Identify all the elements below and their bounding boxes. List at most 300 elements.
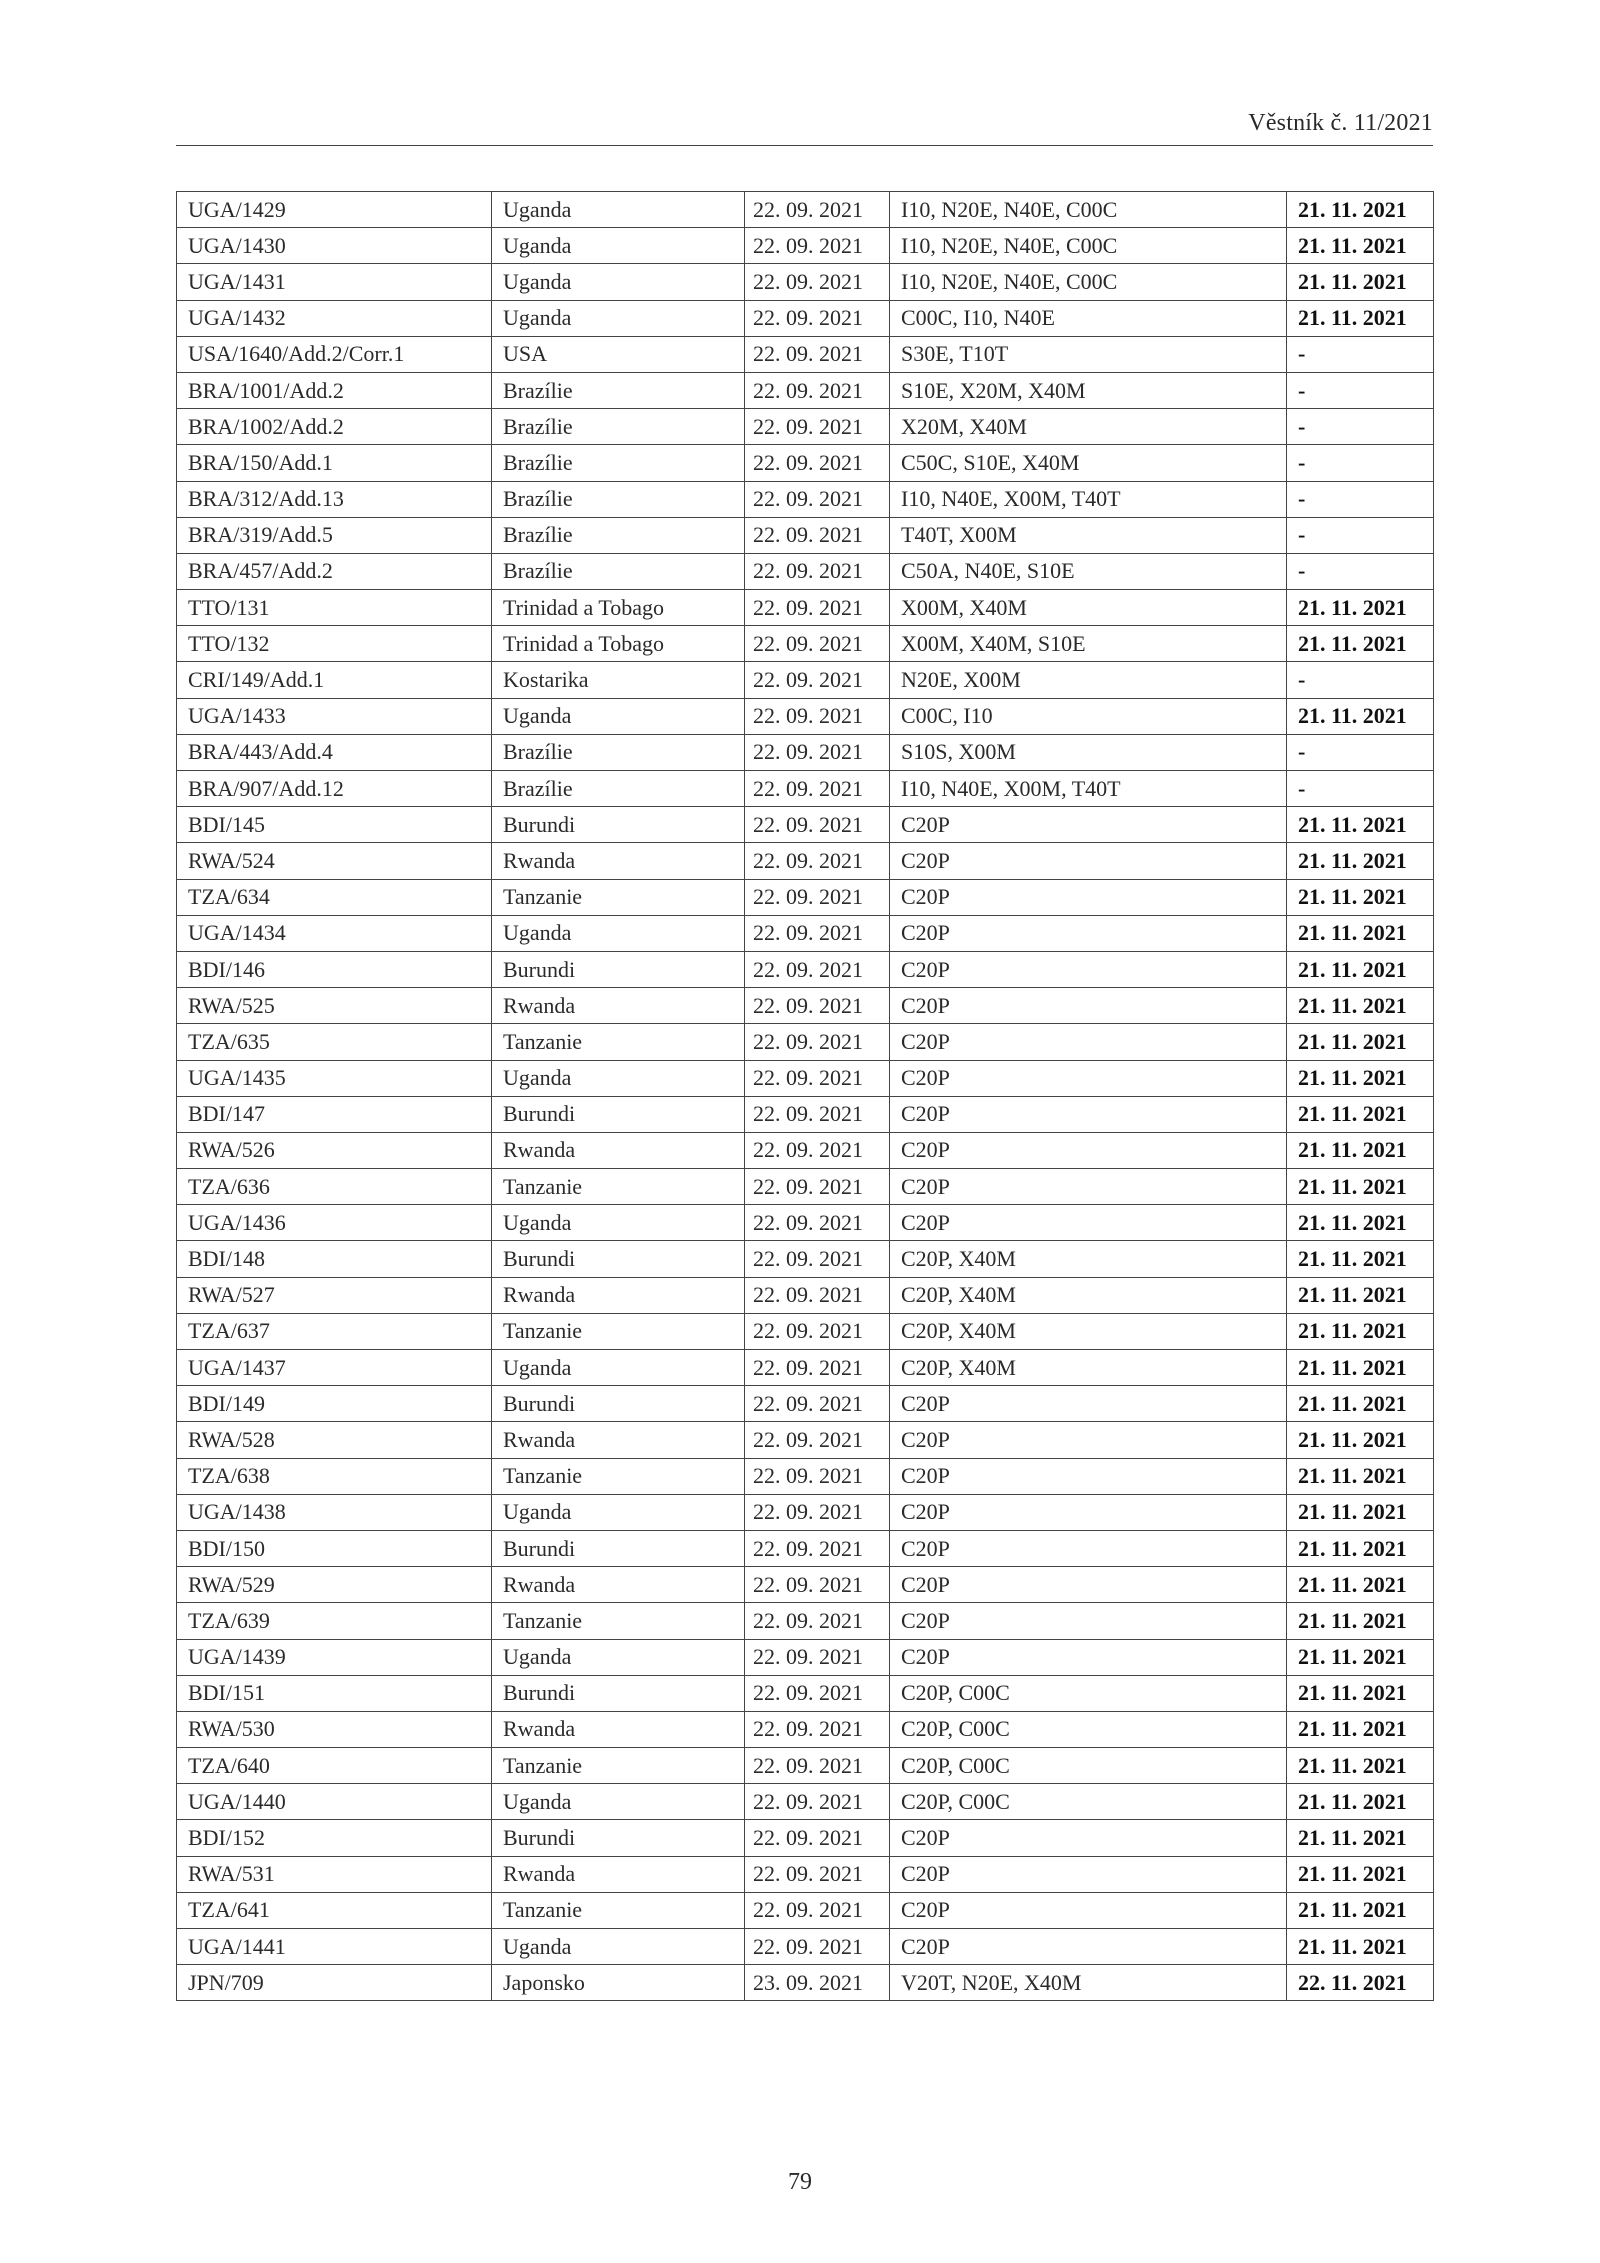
table-row (177, 192, 1434, 228)
codes-cell: N20E, X00M (890, 662, 1287, 698)
country-cell: Burundi (492, 1386, 745, 1422)
country-cell: Tanzanie (492, 1748, 745, 1784)
notification-date-cell: 21. 11. 2021 (1287, 1748, 1434, 1784)
country-cell: Burundi (492, 951, 745, 987)
table-row (177, 1386, 1434, 1422)
codes-cell: I10, N20E, N40E, C00C (890, 192, 1287, 228)
country-cell: Burundi (492, 1241, 745, 1277)
page-number: 79 (788, 2169, 812, 2195)
codes-cell: X00M, X40M (890, 590, 1287, 626)
codes-cell: C20P (890, 1422, 1287, 1458)
notification-date-cell: 21. 11. 2021 (1287, 698, 1434, 734)
date-cell: 22. 09. 2021 (745, 1892, 890, 1928)
country-cell: Brazílie (492, 372, 745, 408)
notification-date-cell: 21. 11. 2021 (1287, 1530, 1434, 1566)
symbol-cell: UGA/1438 (177, 1494, 492, 1530)
date-cell: 22. 09. 2021 (745, 1929, 890, 1965)
symbol-cell: TZA/638 (177, 1458, 492, 1494)
date-cell: 22. 09. 2021 (745, 445, 890, 481)
table-row (177, 336, 1434, 372)
date-cell: 22. 09. 2021 (745, 1024, 890, 1060)
symbol-cell: UGA/1440 (177, 1784, 492, 1820)
notification-date-cell: - (1287, 336, 1434, 372)
table-row (177, 662, 1434, 698)
table-row (177, 807, 1434, 843)
date-cell: 23. 09. 2021 (745, 1965, 890, 2001)
notification-date-cell: 21. 11. 2021 (1287, 1241, 1434, 1277)
table-row (177, 517, 1434, 553)
country-cell: Brazílie (492, 553, 745, 589)
table-row (177, 1603, 1434, 1639)
country-cell: Uganda (492, 300, 745, 336)
date-cell: 22. 09. 2021 (745, 1350, 890, 1386)
date-cell: 22. 09. 2021 (745, 1784, 890, 1820)
symbol-cell: UGA/1433 (177, 698, 492, 734)
date-cell: 22. 09. 2021 (745, 698, 890, 734)
country-cell: Brazílie (492, 734, 745, 770)
notification-date-cell: 21. 11. 2021 (1287, 1060, 1434, 1096)
codes-cell: C50C, S10E, X40M (890, 445, 1287, 481)
symbol-cell: BRA/319/Add.5 (177, 517, 492, 553)
codes-cell: S10E, X20M, X40M (890, 372, 1287, 408)
journal-title: Věstník č. 11/2021 (1248, 110, 1433, 136)
date-cell: 22. 09. 2021 (745, 1060, 890, 1096)
codes-cell: C20P, X40M (890, 1350, 1287, 1386)
country-cell: Brazílie (492, 445, 745, 481)
table-row (177, 1856, 1434, 1892)
date-cell: 22. 09. 2021 (745, 1494, 890, 1530)
symbol-cell: RWA/527 (177, 1277, 492, 1313)
table-row (177, 1929, 1434, 1965)
notification-date-cell: 21. 11. 2021 (1287, 1784, 1434, 1820)
date-cell: 22. 09. 2021 (745, 1132, 890, 1168)
notification-date-cell: - (1287, 445, 1434, 481)
table-row (177, 553, 1434, 589)
country-cell: Tanzanie (492, 1603, 745, 1639)
codes-cell: C20P (890, 1494, 1287, 1530)
date-cell: 22. 09. 2021 (745, 807, 890, 843)
date-cell: 22. 09. 2021 (745, 1169, 890, 1205)
notification-date-cell: 21. 11. 2021 (1287, 1603, 1434, 1639)
symbol-cell: BRA/150/Add.1 (177, 445, 492, 481)
symbol-cell: BDI/147 (177, 1096, 492, 1132)
notification-date-cell: 21. 11. 2021 (1287, 915, 1434, 951)
codes-cell: X20M, X40M (890, 409, 1287, 445)
codes-cell: X00M, X40M, S10E (890, 626, 1287, 662)
codes-cell: V20T, N20E, X40M (890, 1965, 1287, 2001)
date-cell: 22. 09. 2021 (745, 553, 890, 589)
table-row (177, 1458, 1434, 1494)
country-cell: Burundi (492, 1530, 745, 1566)
date-cell: 22. 09. 2021 (745, 517, 890, 553)
country-cell: Rwanda (492, 1132, 745, 1168)
notification-date-cell: 21. 11. 2021 (1287, 1856, 1434, 1892)
date-cell: 22. 09. 2021 (745, 1711, 890, 1747)
notification-date-cell: 21. 11. 2021 (1287, 1711, 1434, 1747)
country-cell: Brazílie (492, 409, 745, 445)
country-cell: Trinidad a Tobago (492, 590, 745, 626)
notification-date-cell: 21. 11. 2021 (1287, 590, 1434, 626)
notification-date-cell: 21. 11. 2021 (1287, 1458, 1434, 1494)
date-cell: 22. 09. 2021 (745, 1386, 890, 1422)
country-cell: USA (492, 336, 745, 372)
codes-cell: C20P (890, 1856, 1287, 1892)
codes-cell: C20P (890, 1205, 1287, 1241)
table-row (177, 1169, 1434, 1205)
notification-date-cell: 22. 11. 2021 (1287, 1965, 1434, 2001)
notification-date-cell: - (1287, 517, 1434, 553)
notification-date-cell: 21. 11. 2021 (1287, 1675, 1434, 1711)
table-row (177, 409, 1434, 445)
symbol-cell: UGA/1434 (177, 915, 492, 951)
symbol-cell: BRA/312/Add.13 (177, 481, 492, 517)
table-row (177, 1530, 1434, 1566)
country-cell: Brazílie (492, 517, 745, 553)
notification-date-cell: 21. 11. 2021 (1287, 300, 1434, 336)
table-row (177, 1241, 1434, 1277)
country-cell: Tanzanie (492, 1458, 745, 1494)
country-cell: Rwanda (492, 1422, 745, 1458)
codes-cell: C20P (890, 1603, 1287, 1639)
country-cell: Burundi (492, 807, 745, 843)
date-cell: 22. 09. 2021 (745, 1603, 890, 1639)
date-cell: 22. 09. 2021 (745, 734, 890, 770)
date-cell: 22. 09. 2021 (745, 1856, 890, 1892)
notification-date-cell: 21. 11. 2021 (1287, 879, 1434, 915)
table-row (177, 1024, 1434, 1060)
table-row (177, 1350, 1434, 1386)
table-row (177, 734, 1434, 770)
symbol-cell: UGA/1432 (177, 300, 492, 336)
notification-date-cell: 21. 11. 2021 (1287, 1422, 1434, 1458)
notification-date-cell: 21. 11. 2021 (1287, 626, 1434, 662)
symbol-cell: UGA/1441 (177, 1929, 492, 1965)
country-cell: Tanzanie (492, 1169, 745, 1205)
date-cell: 22. 09. 2021 (745, 843, 890, 879)
notification-date-cell: 21. 11. 2021 (1287, 1639, 1434, 1675)
codes-cell: C20P (890, 1132, 1287, 1168)
notification-date-cell: - (1287, 409, 1434, 445)
country-cell: Rwanda (492, 1856, 745, 1892)
symbol-cell: RWA/526 (177, 1132, 492, 1168)
country-cell: Burundi (492, 1675, 745, 1711)
country-cell: Rwanda (492, 1711, 745, 1747)
table-row (177, 915, 1434, 951)
table-row (177, 481, 1434, 517)
table-row (177, 1494, 1434, 1530)
symbol-cell: BDI/145 (177, 807, 492, 843)
notification-date-cell: 21. 11. 2021 (1287, 807, 1434, 843)
date-cell: 22. 09. 2021 (745, 1530, 890, 1566)
table-row (177, 1205, 1434, 1241)
country-cell: Rwanda (492, 1567, 745, 1603)
codes-cell: I10, N40E, X00M, T40T (890, 481, 1287, 517)
date-cell: 22. 09. 2021 (745, 264, 890, 300)
date-cell: 22. 09. 2021 (745, 336, 890, 372)
table-row (177, 626, 1434, 662)
country-cell: Uganda (492, 192, 745, 228)
symbol-cell: TTO/132 (177, 626, 492, 662)
codes-cell: C20P (890, 1892, 1287, 1928)
codes-cell: I10, N20E, N40E, C00C (890, 264, 1287, 300)
codes-cell: C50A, N40E, S10E (890, 553, 1287, 589)
table-row (177, 698, 1434, 734)
table-row (177, 228, 1434, 264)
table-row (177, 372, 1434, 408)
table-row (177, 843, 1434, 879)
notification-date-cell: 21. 11. 2021 (1287, 1350, 1434, 1386)
table-row (177, 1422, 1434, 1458)
symbol-cell: TZA/639 (177, 1603, 492, 1639)
notification-date-cell: 21. 11. 2021 (1287, 1567, 1434, 1603)
symbol-cell: BRA/1002/Add.2 (177, 409, 492, 445)
date-cell: 22. 09. 2021 (745, 1675, 890, 1711)
notification-date-cell: 21. 11. 2021 (1287, 1024, 1434, 1060)
symbol-cell: TZA/640 (177, 1748, 492, 1784)
date-cell: 22. 09. 2021 (745, 662, 890, 698)
country-cell: Tanzanie (492, 879, 745, 915)
table-row (177, 590, 1434, 626)
table-row (177, 771, 1434, 807)
codes-cell: S30E, T10T (890, 336, 1287, 372)
symbol-cell: RWA/524 (177, 843, 492, 879)
symbol-cell: RWA/530 (177, 1711, 492, 1747)
date-cell: 22. 09. 2021 (745, 626, 890, 662)
date-cell: 22. 09. 2021 (745, 1422, 890, 1458)
codes-cell: C20P (890, 1929, 1287, 1965)
country-cell: Uganda (492, 1060, 745, 1096)
country-cell: Uganda (492, 698, 745, 734)
notification-date-cell: 21. 11. 2021 (1287, 951, 1434, 987)
symbol-cell: UGA/1431 (177, 264, 492, 300)
table-row (177, 1277, 1434, 1313)
codes-cell: C20P, X40M (890, 1277, 1287, 1313)
codes-cell: C20P, X40M (890, 1241, 1287, 1277)
codes-cell: C20P, C00C (890, 1675, 1287, 1711)
notification-date-cell: - (1287, 481, 1434, 517)
codes-cell: C20P, C00C (890, 1784, 1287, 1820)
table-row (177, 988, 1434, 1024)
symbol-cell: UGA/1437 (177, 1350, 492, 1386)
date-cell: 22. 09. 2021 (745, 1458, 890, 1494)
country-cell: Burundi (492, 1820, 745, 1856)
date-cell: 22. 09. 2021 (745, 988, 890, 1024)
date-cell: 22. 09. 2021 (745, 1241, 890, 1277)
symbol-cell: BDI/148 (177, 1241, 492, 1277)
date-cell: 22. 09. 2021 (745, 590, 890, 626)
date-cell: 22. 09. 2021 (745, 1820, 890, 1856)
table-row (177, 1060, 1434, 1096)
notification-date-cell: - (1287, 771, 1434, 807)
date-cell: 22. 09. 2021 (745, 1567, 890, 1603)
codes-cell: C20P, C00C (890, 1748, 1287, 1784)
table-row (177, 264, 1434, 300)
codes-cell: I10, N40E, X00M, T40T (890, 771, 1287, 807)
symbol-cell: UGA/1435 (177, 1060, 492, 1096)
symbol-cell: BDI/150 (177, 1530, 492, 1566)
notification-date-cell: - (1287, 662, 1434, 698)
symbol-cell: USA/1640/Add.2/Corr.1 (177, 336, 492, 372)
codes-cell: I10, N20E, N40E, C00C (890, 228, 1287, 264)
date-cell: 22. 09. 2021 (745, 1313, 890, 1349)
table-row (177, 1784, 1434, 1820)
codes-cell: C20P (890, 807, 1287, 843)
notification-date-cell: 21. 11. 2021 (1287, 1386, 1434, 1422)
notification-date-cell: - (1287, 734, 1434, 770)
codes-cell: C20P (890, 879, 1287, 915)
table-body (177, 192, 1434, 2001)
codes-cell: C20P (890, 915, 1287, 951)
date-cell: 22. 09. 2021 (745, 1096, 890, 1132)
codes-cell: C20P (890, 1458, 1287, 1494)
table-row (177, 1748, 1434, 1784)
notification-date-cell: 21. 11. 2021 (1287, 843, 1434, 879)
codes-cell: C00C, I10 (890, 698, 1287, 734)
codes-cell: C20P (890, 1820, 1287, 1856)
date-cell: 22. 09. 2021 (745, 192, 890, 228)
country-cell: Brazílie (492, 481, 745, 517)
symbol-cell: RWA/531 (177, 1856, 492, 1892)
country-cell: Rwanda (492, 1277, 745, 1313)
symbol-cell: UGA/1429 (177, 192, 492, 228)
symbol-cell: CRI/149/Add.1 (177, 662, 492, 698)
country-cell: Uganda (492, 1639, 745, 1675)
codes-cell: C20P (890, 1567, 1287, 1603)
notification-date-cell: 21. 11. 2021 (1287, 988, 1434, 1024)
date-cell: 22. 09. 2021 (745, 300, 890, 336)
codes-cell: C20P (890, 1060, 1287, 1096)
codes-cell: C20P (890, 1639, 1287, 1675)
codes-cell: C20P (890, 951, 1287, 987)
symbol-cell: TZA/636 (177, 1169, 492, 1205)
symbol-cell: TTO/131 (177, 590, 492, 626)
date-cell: 22. 09. 2021 (745, 228, 890, 264)
country-cell: Tanzanie (492, 1024, 745, 1060)
notification-date-cell: 21. 11. 2021 (1287, 1929, 1434, 1965)
country-cell: Uganda (492, 1784, 745, 1820)
country-cell: Trinidad a Tobago (492, 626, 745, 662)
notification-date-cell: 21. 11. 2021 (1287, 1892, 1434, 1928)
country-cell: Uganda (492, 1929, 745, 1965)
date-cell: 22. 09. 2021 (745, 1277, 890, 1313)
date-cell: 22. 09. 2021 (745, 915, 890, 951)
date-cell: 22. 09. 2021 (745, 409, 890, 445)
symbol-cell: BDI/149 (177, 1386, 492, 1422)
table-row (177, 1820, 1434, 1856)
notification-date-cell: 21. 11. 2021 (1287, 1313, 1434, 1349)
codes-cell: C00C, I10, N40E (890, 300, 1287, 336)
symbol-cell: RWA/525 (177, 988, 492, 1024)
codes-cell: S10S, X00M (890, 734, 1287, 770)
country-cell: Uganda (492, 228, 745, 264)
notifications-table (176, 191, 1434, 2001)
symbol-cell: BDI/146 (177, 951, 492, 987)
date-cell: 22. 09. 2021 (745, 372, 890, 408)
notification-date-cell: 21. 11. 2021 (1287, 1494, 1434, 1530)
table-row (177, 1567, 1434, 1603)
date-cell: 22. 09. 2021 (745, 1205, 890, 1241)
country-cell: Brazílie (492, 771, 745, 807)
notification-date-cell: - (1287, 553, 1434, 589)
table-row (177, 1132, 1434, 1168)
notification-date-cell: 21. 11. 2021 (1287, 1169, 1434, 1205)
country-cell: Japonsko (492, 1965, 745, 2001)
symbol-cell: TZA/637 (177, 1313, 492, 1349)
codes-cell: C20P (890, 1169, 1287, 1205)
table-row (177, 1675, 1434, 1711)
symbol-cell: BRA/443/Add.4 (177, 734, 492, 770)
header-rule (176, 145, 1433, 146)
date-cell: 22. 09. 2021 (745, 879, 890, 915)
table-row (177, 300, 1434, 336)
country-cell: Uganda (492, 1350, 745, 1386)
symbol-cell: RWA/528 (177, 1422, 492, 1458)
notification-date-cell: 21. 11. 2021 (1287, 228, 1434, 264)
notification-date-cell: 21. 11. 2021 (1287, 192, 1434, 228)
country-cell: Rwanda (492, 843, 745, 879)
symbol-cell: JPN/709 (177, 1965, 492, 2001)
table-row (177, 1711, 1434, 1747)
country-cell: Tanzanie (492, 1313, 745, 1349)
notification-date-cell: - (1287, 372, 1434, 408)
date-cell: 22. 09. 2021 (745, 1639, 890, 1675)
table-row (177, 1639, 1434, 1675)
date-cell: 22. 09. 2021 (745, 951, 890, 987)
symbol-cell: RWA/529 (177, 1567, 492, 1603)
codes-cell: C20P (890, 843, 1287, 879)
notification-date-cell: 21. 11. 2021 (1287, 1132, 1434, 1168)
country-cell: Burundi (492, 1096, 745, 1132)
notification-date-cell: 21. 11. 2021 (1287, 1096, 1434, 1132)
country-cell: Uganda (492, 915, 745, 951)
table-row (177, 1096, 1434, 1132)
notification-date-cell: 21. 11. 2021 (1287, 1277, 1434, 1313)
country-cell: Uganda (492, 264, 745, 300)
country-cell: Tanzanie (492, 1892, 745, 1928)
symbol-cell: UGA/1439 (177, 1639, 492, 1675)
date-cell: 22. 09. 2021 (745, 1748, 890, 1784)
table-row (177, 1313, 1434, 1349)
country-cell: Uganda (492, 1494, 745, 1530)
codes-cell: C20P (890, 988, 1287, 1024)
table-row (177, 445, 1434, 481)
symbol-cell: UGA/1436 (177, 1205, 492, 1241)
notification-date-cell: 21. 11. 2021 (1287, 1820, 1434, 1856)
codes-cell: C20P, X40M (890, 1313, 1287, 1349)
codes-cell: C20P (890, 1096, 1287, 1132)
codes-cell: C20P (890, 1386, 1287, 1422)
country-cell: Uganda (492, 1205, 745, 1241)
symbol-cell: BRA/457/Add.2 (177, 553, 492, 589)
country-cell: Rwanda (492, 988, 745, 1024)
symbol-cell: BDI/152 (177, 1820, 492, 1856)
codes-cell: C20P, C00C (890, 1711, 1287, 1747)
date-cell: 22. 09. 2021 (745, 771, 890, 807)
codes-cell: C20P (890, 1024, 1287, 1060)
date-cell: 22. 09. 2021 (745, 481, 890, 517)
codes-cell: T40T, X00M (890, 517, 1287, 553)
table-row (177, 1965, 1434, 2001)
codes-cell: C20P (890, 1530, 1287, 1566)
symbol-cell: BDI/151 (177, 1675, 492, 1711)
symbol-cell: BRA/1001/Add.2 (177, 372, 492, 408)
symbol-cell: TZA/641 (177, 1892, 492, 1928)
notification-date-cell: 21. 11. 2021 (1287, 264, 1434, 300)
table-row (177, 951, 1434, 987)
symbol-cell: BRA/907/Add.12 (177, 771, 492, 807)
symbol-cell: UGA/1430 (177, 228, 492, 264)
table-row (177, 1892, 1434, 1928)
